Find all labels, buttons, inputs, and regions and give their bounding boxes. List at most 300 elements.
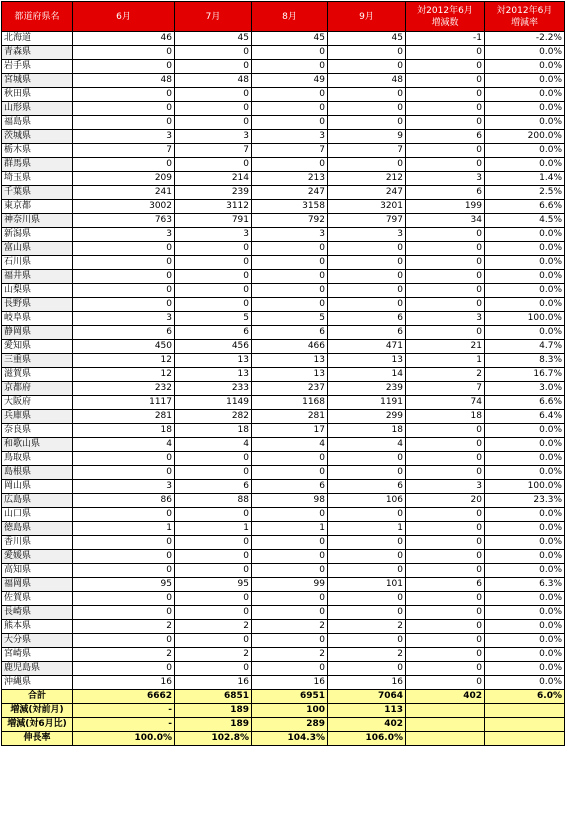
table-cell: 0 — [406, 564, 485, 578]
table-cell: 1 — [73, 522, 175, 536]
table-cell: 0 — [406, 620, 485, 634]
table-row — [2, 214, 565, 228]
table-row — [2, 158, 565, 172]
prefecture-name: 高知県 — [2, 564, 73, 578]
table-cell: 0 — [175, 564, 252, 578]
table-cell: 6 — [328, 480, 406, 494]
table-cell: 3 — [175, 130, 252, 144]
table-cell: 0 — [252, 550, 328, 564]
table-row — [2, 242, 565, 256]
table-cell: 0 — [252, 536, 328, 550]
table-cell: 13 — [175, 354, 252, 368]
table-cell: 1 — [406, 354, 485, 368]
table-cell: 0 — [252, 284, 328, 298]
table-row — [2, 60, 565, 74]
prefecture-name: 京都府 — [2, 382, 73, 396]
table-cell: 0.0% — [485, 550, 565, 564]
table-cell: 74 — [406, 396, 485, 410]
table-cell: 3201 — [328, 200, 406, 214]
table-cell: 0 — [406, 634, 485, 648]
prefecture-name: 島根県 — [2, 466, 73, 480]
prefecture-name: 佐賀県 — [2, 592, 73, 606]
table-cell: 2 — [328, 648, 406, 662]
table-row — [2, 354, 565, 368]
table-cell: 17 — [252, 424, 328, 438]
table-cell: 13 — [328, 354, 406, 368]
table-cell: 0 — [73, 662, 175, 676]
table-cell: 16 — [73, 676, 175, 690]
table-row — [2, 256, 565, 270]
table-row — [2, 116, 565, 130]
table-cell: 456 — [175, 340, 252, 354]
table-row — [2, 494, 565, 508]
prefecture-name: 福井県 — [2, 270, 73, 284]
table-cell: 0 — [406, 648, 485, 662]
table-cell: 0 — [406, 676, 485, 690]
summary-label: 増減(対前月) — [2, 704, 73, 718]
table-cell: 0 — [328, 88, 406, 102]
table-cell: 0 — [73, 564, 175, 578]
table-cell: 4 — [175, 438, 252, 452]
table-cell: 6 — [328, 326, 406, 340]
table-cell: 239 — [175, 186, 252, 200]
column-header: 8月 — [252, 2, 328, 32]
table-cell: 281 — [73, 410, 175, 424]
prefecture-name: 長崎県 — [2, 606, 73, 620]
summary-row — [2, 704, 565, 718]
table-cell: 0 — [406, 102, 485, 116]
table-cell: 0 — [252, 102, 328, 116]
table-cell: 23.3% — [485, 494, 565, 508]
prefecture-name: 熊本県 — [2, 620, 73, 634]
table-cell: 212 — [328, 172, 406, 186]
table-row — [2, 186, 565, 200]
column-header: 9月 — [328, 2, 406, 32]
summary-cell: 289 — [252, 718, 328, 732]
table-cell: 0.0% — [485, 592, 565, 606]
column-header: 6月 — [73, 2, 175, 32]
table-cell: 0 — [406, 466, 485, 480]
summary-cell: 6.0% — [485, 690, 565, 704]
table-cell: 1.4% — [485, 172, 565, 186]
table-row — [2, 620, 565, 634]
table-cell: 0 — [252, 662, 328, 676]
table-cell: 18 — [73, 424, 175, 438]
table-cell: 101 — [328, 578, 406, 592]
table-cell: 0 — [328, 662, 406, 676]
table-cell: 0 — [252, 298, 328, 312]
table-body — [2, 32, 565, 690]
table-cell: 0 — [175, 298, 252, 312]
table-row — [2, 228, 565, 242]
table-cell: 797 — [328, 214, 406, 228]
table-row — [2, 396, 565, 410]
table-row — [2, 74, 565, 88]
prefecture-name: 岩手県 — [2, 60, 73, 74]
table-cell: 16 — [328, 676, 406, 690]
table-cell: 0 — [406, 228, 485, 242]
table-cell: 0 — [328, 60, 406, 74]
table-cell: 98 — [252, 494, 328, 508]
table-cell: 1149 — [175, 396, 252, 410]
table-cell: 0 — [328, 46, 406, 60]
table-cell: 0 — [73, 158, 175, 172]
table-cell: 0 — [175, 158, 252, 172]
table-cell: 12 — [73, 354, 175, 368]
table-cell: 95 — [73, 578, 175, 592]
table-cell: 7 — [328, 144, 406, 158]
table-cell: 0.0% — [485, 676, 565, 690]
table-cell: 0.0% — [485, 88, 565, 102]
table-cell: 0 — [175, 508, 252, 522]
table-cell: 0 — [175, 46, 252, 60]
table-cell: -1 — [406, 32, 485, 46]
prefecture-name: 和歌山県 — [2, 438, 73, 452]
table-row — [2, 564, 565, 578]
table-cell: 0 — [73, 270, 175, 284]
table-row — [2, 424, 565, 438]
summary-cell: 6662 — [73, 690, 175, 704]
table-cell: 6 — [175, 480, 252, 494]
table-cell: 0 — [406, 116, 485, 130]
summary-cell — [406, 718, 485, 732]
table-cell: 0.0% — [485, 522, 565, 536]
table-cell: 0 — [73, 536, 175, 550]
table-cell: 0 — [175, 102, 252, 116]
table-cell: 0 — [252, 270, 328, 284]
table-cell: 0 — [406, 452, 485, 466]
table-cell: 0.0% — [485, 452, 565, 466]
table-cell: 0 — [328, 536, 406, 550]
table-cell: 2 — [252, 648, 328, 662]
summary-cell: 113 — [328, 704, 406, 718]
column-header: 対2012年6月 増減率 — [485, 2, 565, 32]
table-row — [2, 606, 565, 620]
table-cell: 0.0% — [485, 620, 565, 634]
table-cell: 0.0% — [485, 46, 565, 60]
table-cell: 45 — [175, 32, 252, 46]
prefecture-name: 福島県 — [2, 116, 73, 130]
summary-cell: 104.3% — [252, 732, 328, 746]
table-cell: 0 — [406, 536, 485, 550]
table-cell: 3002 — [73, 200, 175, 214]
table-cell: 0 — [252, 634, 328, 648]
table-cell: 0 — [406, 592, 485, 606]
column-header: 都道府県名 — [2, 2, 73, 32]
table-cell: 45 — [328, 32, 406, 46]
table-cell: 0.0% — [485, 270, 565, 284]
table-cell: 6 — [328, 312, 406, 326]
table-cell: 792 — [252, 214, 328, 228]
table-cell: 0 — [252, 256, 328, 270]
table-cell: 7 — [175, 144, 252, 158]
table-cell: 0 — [73, 88, 175, 102]
table-row — [2, 102, 565, 116]
table-cell: 6.6% — [485, 396, 565, 410]
table-cell: 13 — [252, 354, 328, 368]
table-cell: 209 — [73, 172, 175, 186]
table-cell: 0 — [328, 158, 406, 172]
table-cell: 0 — [406, 438, 485, 452]
table-cell: 0 — [252, 592, 328, 606]
prefecture-name: 長野県 — [2, 298, 73, 312]
summary-cell: 189 — [175, 704, 252, 718]
summary-cell: 402 — [328, 718, 406, 732]
table-cell: 2.5% — [485, 186, 565, 200]
summary-cell: - — [73, 718, 175, 732]
table-row — [2, 578, 565, 592]
table-cell: 0 — [252, 60, 328, 74]
table-row — [2, 480, 565, 494]
table-cell: 48 — [175, 74, 252, 88]
table-cell: 3 — [73, 312, 175, 326]
table-row — [2, 662, 565, 676]
prefecture-name: 滋賀県 — [2, 368, 73, 382]
table-row — [2, 410, 565, 424]
table-cell: 763 — [73, 214, 175, 228]
table-cell: 0 — [175, 242, 252, 256]
table-cell: 3 — [406, 480, 485, 494]
prefecture-name: 広島県 — [2, 494, 73, 508]
table-cell: 0 — [328, 508, 406, 522]
summary-cell: - — [73, 704, 175, 718]
table-cell: 0 — [328, 564, 406, 578]
table-cell: 3 — [73, 130, 175, 144]
table-cell: 214 — [175, 172, 252, 186]
table-row — [2, 438, 565, 452]
summary-cell — [485, 718, 565, 732]
prefecture-name: 奈良県 — [2, 424, 73, 438]
table-row — [2, 270, 565, 284]
table-cell: 0 — [73, 466, 175, 480]
prefecture-name: 千葉県 — [2, 186, 73, 200]
table-cell: 0 — [328, 102, 406, 116]
table-row — [2, 550, 565, 564]
table-cell: 0 — [73, 298, 175, 312]
table-cell: 0.0% — [485, 158, 565, 172]
table-cell: 247 — [328, 186, 406, 200]
table-cell: 0 — [252, 46, 328, 60]
table-cell: 46 — [73, 32, 175, 46]
table-cell: 282 — [175, 410, 252, 424]
table-cell: 99 — [252, 578, 328, 592]
table-cell: 0 — [406, 284, 485, 298]
prefecture-name: 東京都 — [2, 200, 73, 214]
table-cell: 7 — [73, 144, 175, 158]
table-cell: 3 — [406, 312, 485, 326]
table-cell: 48 — [328, 74, 406, 88]
prefecture-name: 埼玉県 — [2, 172, 73, 186]
table-cell: 0.0% — [485, 256, 565, 270]
table-cell: 49 — [252, 74, 328, 88]
table-cell: 0.0% — [485, 60, 565, 74]
prefecture-name: 宮城県 — [2, 74, 73, 88]
table-cell: 0 — [73, 256, 175, 270]
table-cell: 1168 — [252, 396, 328, 410]
table-cell: 0.0% — [485, 144, 565, 158]
table-cell: 239 — [328, 382, 406, 396]
table-cell: 106 — [328, 494, 406, 508]
table-row — [2, 326, 565, 340]
table-cell: 0.0% — [485, 508, 565, 522]
summary-cell: 189 — [175, 718, 252, 732]
table-cell: 0 — [328, 452, 406, 466]
table-cell: 0 — [175, 60, 252, 74]
table-row — [2, 676, 565, 690]
prefecture-name: 石川県 — [2, 256, 73, 270]
table-cell: 0 — [328, 256, 406, 270]
table-cell: 0 — [175, 606, 252, 620]
table-cell: 2 — [73, 648, 175, 662]
table-cell: 0 — [175, 662, 252, 676]
table-cell: 86 — [73, 494, 175, 508]
table-cell: 0 — [175, 452, 252, 466]
table-cell: 0 — [252, 508, 328, 522]
table-cell: 200.0% — [485, 130, 565, 144]
prefecture-name: 富山県 — [2, 242, 73, 256]
table-cell: 0 — [175, 256, 252, 270]
table-cell: 8.3% — [485, 354, 565, 368]
table-cell: 0.0% — [485, 466, 565, 480]
table-cell: 34 — [406, 214, 485, 228]
column-header: 7月 — [175, 2, 252, 32]
table-row — [2, 172, 565, 186]
table-cell: 0 — [328, 270, 406, 284]
table-cell: 0 — [328, 242, 406, 256]
table-row — [2, 382, 565, 396]
table-cell: 232 — [73, 382, 175, 396]
table-cell: 0.0% — [485, 606, 565, 620]
table-cell: 0 — [406, 550, 485, 564]
table-cell: 0 — [73, 508, 175, 522]
table-cell: 4.7% — [485, 340, 565, 354]
prefecture-name: 栃木県 — [2, 144, 73, 158]
prefecture-name: 沖縄県 — [2, 676, 73, 690]
table-cell: 5 — [252, 312, 328, 326]
table-cell: 0 — [328, 284, 406, 298]
prefecture-name: 愛媛県 — [2, 550, 73, 564]
table-cell: 0 — [328, 550, 406, 564]
table-cell: 0 — [73, 242, 175, 256]
summary-cell: 6851 — [175, 690, 252, 704]
prefecture-name: 鹿児島県 — [2, 662, 73, 676]
table-cell: 0 — [252, 606, 328, 620]
table-cell: 0 — [252, 116, 328, 130]
table-cell: 241 — [73, 186, 175, 200]
table-cell: 4.5% — [485, 214, 565, 228]
table-cell: 0 — [175, 634, 252, 648]
table-cell: 0 — [406, 270, 485, 284]
table-cell: 1191 — [328, 396, 406, 410]
table-cell: 0 — [175, 592, 252, 606]
table-cell: 0.0% — [485, 536, 565, 550]
table-cell: 237 — [252, 382, 328, 396]
table-cell: 48 — [73, 74, 175, 88]
prefecture-name: 大分県 — [2, 634, 73, 648]
table-row — [2, 466, 565, 480]
table-cell: 3 — [73, 480, 175, 494]
prefecture-name: 新潟県 — [2, 228, 73, 242]
table-row — [2, 144, 565, 158]
summary-label: 合計 — [2, 690, 73, 704]
table-cell: 88 — [175, 494, 252, 508]
table-row — [2, 312, 565, 326]
summary-row — [2, 718, 565, 732]
table-cell: 6.4% — [485, 410, 565, 424]
table-cell: 6 — [406, 578, 485, 592]
table-cell: 13 — [175, 368, 252, 382]
prefecture-name: 秋田県 — [2, 88, 73, 102]
table-cell: 0 — [328, 298, 406, 312]
table-cell: 13 — [252, 368, 328, 382]
prefecture-name: 鳥取県 — [2, 452, 73, 466]
table-cell: 7 — [252, 144, 328, 158]
summary-cell: 102.8% — [175, 732, 252, 746]
table-cell: 0 — [328, 634, 406, 648]
prefecture-name: 茨城県 — [2, 130, 73, 144]
column-header: 対2012年6月 増減数 — [406, 2, 485, 32]
table-cell: 2 — [328, 620, 406, 634]
table-cell: 0.0% — [485, 564, 565, 578]
table-cell: 0 — [328, 116, 406, 130]
table-row — [2, 522, 565, 536]
table-summary — [2, 690, 565, 746]
table-cell: 1 — [252, 522, 328, 536]
table-cell: 0 — [252, 564, 328, 578]
prefecture-name: 山形県 — [2, 102, 73, 116]
table-row — [2, 46, 565, 60]
table-cell: 0 — [73, 606, 175, 620]
table-cell: 791 — [175, 214, 252, 228]
table-cell: 0.0% — [485, 648, 565, 662]
table-cell: 0 — [328, 606, 406, 620]
prefecture-name: 大阪府 — [2, 396, 73, 410]
table-cell: 0.0% — [485, 74, 565, 88]
summary-row — [2, 732, 565, 746]
table-cell: 0.0% — [485, 102, 565, 116]
table-cell: 2 — [175, 620, 252, 634]
prefecture-table — [1, 1, 565, 746]
table-cell: 4 — [328, 438, 406, 452]
table-cell: 100.0% — [485, 480, 565, 494]
table-cell: 0 — [406, 46, 485, 60]
summary-cell: 7064 — [328, 690, 406, 704]
table-cell: 2 — [406, 368, 485, 382]
table-cell: 466 — [252, 340, 328, 354]
table-cell: 0.0% — [485, 438, 565, 452]
table-cell: 2 — [252, 620, 328, 634]
table-cell: 0 — [252, 242, 328, 256]
header-row — [2, 2, 565, 32]
table-cell: 6 — [252, 480, 328, 494]
table-cell: 0 — [406, 424, 485, 438]
table-cell: 0 — [175, 116, 252, 130]
prefecture-name: 静岡県 — [2, 326, 73, 340]
table-cell: 0 — [252, 452, 328, 466]
table-cell: 0.0% — [485, 228, 565, 242]
table-cell: 4 — [73, 438, 175, 452]
table-cell: 4 — [252, 438, 328, 452]
prefecture-name: 香川県 — [2, 536, 73, 550]
table-cell: 199 — [406, 200, 485, 214]
table-cell: 0 — [73, 592, 175, 606]
table-cell: 9 — [328, 130, 406, 144]
prefecture-name: 群馬県 — [2, 158, 73, 172]
table-cell: 0 — [73, 452, 175, 466]
table-cell: 20 — [406, 494, 485, 508]
table-cell: 18 — [175, 424, 252, 438]
table-cell: 12 — [73, 368, 175, 382]
